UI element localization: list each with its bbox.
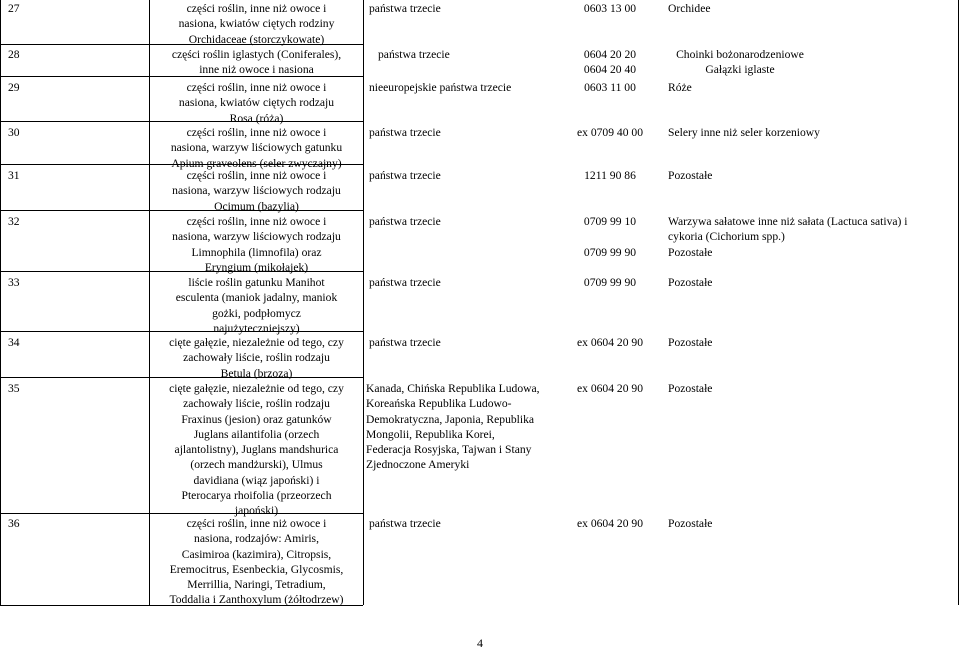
- cn-code: ex 0604 20 90: [576, 382, 643, 395]
- cn-code: 0709 99 10: [583, 215, 637, 228]
- cn-code: ex 0604 20 90: [576, 517, 643, 530]
- plant-description: części roślin, inne niż owoce i nasiona, warzyw liściowych gatunku Apium graveolens (seler zwyczajny): [170, 126, 343, 170]
- cn-code: ex 0709 40 00: [576, 126, 643, 139]
- plant-description: części roślin, inne niż owoce i nasiona, kwiatów ciętych rodzaju Rosa (róża): [178, 81, 335, 125]
- product-name: Pozostałe: [668, 169, 713, 182]
- origin-country: państwa trzecie: [369, 215, 441, 228]
- origin-country: państwa trzecie: [369, 517, 441, 530]
- cn-code: 0709 99 90: [583, 246, 637, 259]
- plant-description: liście roślin gatunku Manihot esculenta (maniok jadalny, maniok gożki, podpłomycz najużyteczniejszy): [175, 276, 338, 335]
- product-name: Warzywa sałatowe inne niż sałata (Lactuca sativa) i cykoria (Cichorium spp.): [668, 215, 908, 244]
- product-name: Pozostałe: [668, 276, 713, 289]
- product-name: Pozostałe: [668, 246, 713, 259]
- cn-code: ex 0604 20 90: [576, 336, 643, 349]
- origin-country: państwa trzecie: [369, 336, 441, 349]
- origin-country: państwa trzecie: [369, 169, 441, 182]
- plant-description: części roślin, inne niż owoce i nasiona, warzyw liściowych rodzaju Ocimum (bazylia): [172, 169, 341, 213]
- origin-country: nieeuropejskie państwa trzecie: [369, 81, 512, 94]
- product-name: Orchidee: [668, 2, 711, 15]
- plant-description: części roślin, inne niż owoce i nasiona, kwiatów ciętych rodziny Orchidaceae (storczykowate): [178, 2, 335, 46]
- product-name: Gałązki iglaste: [705, 63, 775, 76]
- product-name: Pozostałe: [668, 336, 713, 349]
- product-name: Selery inne niż seler korzeniowy: [668, 126, 820, 139]
- row-number: 27: [8, 2, 20, 15]
- row-number: 35: [8, 382, 20, 395]
- cn-code: 0603 13 00: [583, 2, 637, 15]
- row-number: 30: [8, 126, 20, 139]
- row-number: 34: [8, 336, 20, 349]
- plant-description: cięte gałęzie, niezależnie od tego, czy zachowały liście, roślin rodzaju Betula (brzoza): [169, 336, 344, 380]
- plant-description: cięte gałęzie, niezależnie od tego, czy zachowały liście, roślin rodzaju Fraxinus (jesion) oraz gatunków Juglans ailantifolia (orzech ajlantolistny), Juglans mandshurica (orzech mandżurski), Ulmus davidiana (wiąz japoński) i Pterocarya rhoifolia (przeorzech japoński): [169, 382, 344, 518]
- product-name: Choinki bożonarodzeniowe: [676, 48, 804, 61]
- row-number: 29: [8, 81, 20, 94]
- row-number: 28: [8, 48, 20, 61]
- row-number: 31: [8, 169, 20, 182]
- origin-country: państwa trzecie: [378, 48, 450, 61]
- origin-country: Kanada, Chińska Republika Ludowa, Koreańska Republika Ludowo- Demokratyczna, Japonia, Republika Mongolii, Republika Korei, Federacja Rosyjska, Tajwan i Stany Zjednoczone Ameryki: [366, 382, 540, 472]
- origin-country: państwa trzecie: [369, 276, 441, 289]
- cn-code: 0604 20 40: [583, 63, 637, 76]
- product-name: Pozostałe: [668, 517, 713, 530]
- cn-code: 0709 99 90: [583, 276, 637, 289]
- product-name: Róże: [668, 81, 692, 94]
- row-number: 36: [8, 517, 20, 530]
- origin-country: państwa trzecie: [369, 2, 441, 15]
- cn-code: 0603 11 00: [584, 81, 636, 94]
- origin-country: państwa trzecie: [369, 126, 441, 139]
- plant-description: części roślin, inne niż owoce i nasiona, rodzajów: Amiris, Casimiroa (kazimira), Citropsis, Eremocitrus, Esenbeckia, Glycosmis, Merrillia, Naringi, Tetradium, Toddalia i Zanthoxylum (żółtodrzew): [169, 517, 344, 607]
- product-name: Pozostałe: [668, 382, 713, 395]
- cn-code: 1211 90 86: [584, 169, 636, 182]
- page-number: 4: [477, 636, 483, 650]
- row-number: 33: [8, 276, 20, 289]
- plant-description: części roślin iglastych (Coniferales), inne niż owoce i nasiona: [171, 48, 342, 77]
- cn-code: 0604 20 20: [583, 48, 637, 61]
- row-number: 32: [8, 215, 20, 228]
- plant-description: części roślin, inne niż owoce i nasiona, warzyw liściowych rodzaju Limnophila (limnofila) oraz Eryngium (mikołajek): [172, 215, 341, 274]
